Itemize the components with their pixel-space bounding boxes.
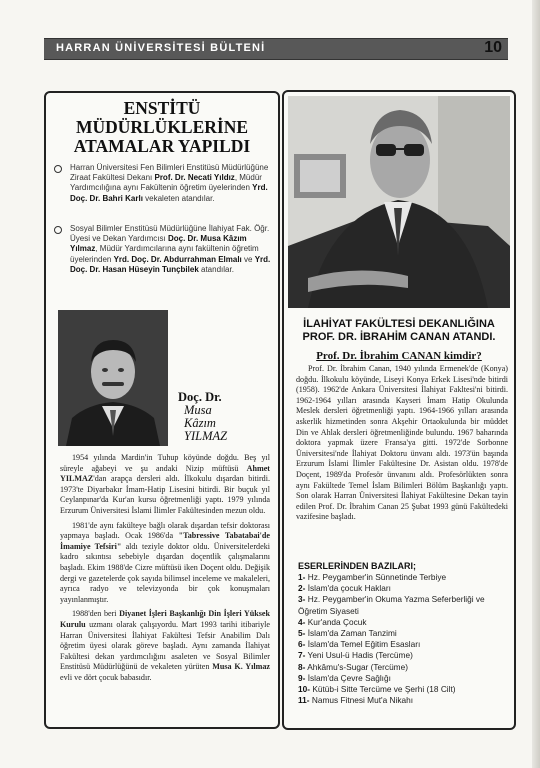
bio-paragraph: [60, 453, 270, 517]
work-item: [298, 684, 510, 695]
appointee-name: Prof. Dr. Necati Yıldız: [154, 173, 235, 183]
circle-bullet-icon: [54, 165, 62, 173]
caption-surname: YILMAZ: [184, 429, 228, 443]
bio-text: evli ve dört çocuk babasıdır.: [60, 672, 152, 682]
work-number: 9-: [298, 672, 306, 683]
work-title: İslam'da çocuk Hakları: [307, 583, 391, 594]
work-item: [298, 617, 510, 628]
article-title: [46, 99, 278, 156]
work-title: Kütüb-i Sitte Tercüme ve Şerhi (18 Cilt): [312, 684, 456, 695]
appointee-name: Yrd. Doç. Dr. Abdurrahman Elmalı: [113, 254, 242, 264]
appointment-text: atandılar.: [198, 264, 234, 274]
dean-appointment-article: [282, 90, 516, 730]
appointee-name: Yrd. Doç. Dr. Hasan Hüseyin Tunçbilek: [70, 254, 271, 274]
portrait-illustration: [58, 310, 168, 446]
caption-title: Doç. Dr.: [178, 390, 222, 404]
portrait-photo-ibrahim-canan: [288, 96, 510, 308]
bulletin-title: HARRAN ÜNİVERSİTESİ BÜLTENİ: [56, 42, 266, 54]
work-title: Yeni Usul-ü Hadis (Tercüme): [307, 650, 413, 661]
caption-first-name: Musa: [184, 403, 212, 417]
article-title-line: MÜDÜRLÜKLERİNE: [75, 117, 249, 137]
work-item: [298, 662, 510, 673]
bio-text: aldı teziyle doktor oldu. Üniversitelerdeki kadro sıkıntısı sebebiyle dışardan doçentlik çalışmalarını başladı. Ekim 1988'de Cizre müftüsü iken Doçent oldu. Değişik dergi ve gazetelerde çok sayıda bilimsel inceleme ve makaleleri, ayrıca radyo ve televizyonda bir çok konuşmaları yayınlanmıştır.: [60, 541, 270, 604]
headline-line: İLAHİYAT FAKÜLTESİ DEKANLIĞINA: [303, 318, 495, 330]
circle-bullet-icon: [54, 226, 62, 234]
work-number: 2-: [298, 583, 306, 594]
appointee-name: Yrd. Doç. Dr. Bahri Karlı: [70, 183, 268, 203]
work-item: [298, 639, 510, 650]
work-title: İslam'da Çevre Sağlığı: [307, 672, 391, 683]
work-item: [298, 695, 510, 706]
bio-paragraph: Prof. Dr. İbrahim Canan, 1940 yılında Ermenek'de (Konya) doğdu. İlkokulu köyünde, Liseyi Konya Erkek Lisesi'nde bitirdi (1958). 1962'de Ankara Üniversitesi İlahiyat Fakltesi'ni bitirdi. 1962-1964 yılları arasında Kayseri İmam Hatip Okulunda Meslek dersleri öğretmenliği yaptı. 1964-1966 yılları arasında askerlik hizmetinden sonra Akşehir Ortaokulunda bir müddet Din ve Ahlak dersleri öğretmenliğinde bulundu. 1967 baharında doktora yapmak üzere Fransa'ya gitti. 1972'de Sorbonne Üniversitesi'nde İlahiyat Doktoru ünvanı aldı. 1973'ün başında Erzurum İslami İlimler Fakültesine Dr. Asistan oldu. 1978'de Doçent, 1989'da Profesör ünvanını aldı. Profesörlükten sonra aynı Fakültede Temel İslam Bilimleri Bölüm Başkanlığı yaptı. Son olarak Harran Üniversitesi İlahiyat Fakültesine Dekan tayin edilen Prof. Dr. İbrahim Canan 25 Şubat 1993 günü Fakültedeki vazifesine başladı.: [296, 364, 508, 522]
work-number: 10-: [298, 684, 310, 695]
bulletin-header-bar: [44, 38, 508, 60]
work-item: [298, 628, 510, 639]
article-title-line: ATAMALAR YAPILDI: [73, 136, 251, 156]
bio-text: 1981'de aynı fakülteye bağlı olarak dışardan tefsir doktorası yapmaya başladı. Ocak 1986'da: [60, 520, 270, 541]
appointment-item-science-institute: [54, 163, 274, 204]
portrait-illustration: [288, 96, 510, 308]
page-number: 10: [484, 39, 502, 56]
work-title: Hz. Peygamber'in Sünnetinde Terbiye: [307, 572, 447, 582]
works-heading: ESERLERİNDEN BAZILARI;: [298, 561, 417, 571]
caption-middle-name: Kâzım: [184, 416, 216, 430]
appointment-item-social-institute: [54, 224, 274, 275]
bio-text: 1954 yılında Mardin'in Tuhup köyünde doğdu. Beş yıl süreyle ağabeyi ve şu andaki Nizip müftüsü: [60, 453, 270, 473]
appointment-text: vekaleten atandılar.: [142, 193, 215, 203]
appointment-text: Harran Üniversitesi Fen Bilimleri Enstitüsü Müdürlüğüne Ziraat Fakültesi Dekanı: [70, 163, 269, 183]
headline-line: PROF. DR. İBRAHİM CANAN ATANDI.: [302, 331, 496, 343]
institution-name: Diyanet İşleri Başkanlığı Din İşleri Yüksek Kurulu: [60, 609, 270, 629]
work-item: [298, 583, 510, 594]
work-number: 8-: [298, 661, 306, 672]
biography-ibrahim-canan: [296, 364, 508, 527]
portrait-caption: [178, 391, 227, 443]
who-is-subheading: Prof. Dr. İbrahim CANAN kimdir?: [316, 350, 482, 362]
work-item: [298, 673, 510, 684]
work-number: 6-: [298, 639, 306, 650]
article-title-line: ENSTİTÜ: [123, 98, 201, 118]
biography-musa-kazim-yilmaz: [60, 453, 270, 687]
work-number: 3-: [298, 594, 306, 605]
work-number: 4-: [298, 616, 306, 627]
work-title: İslam'da Temel Eğitim Esasları: [307, 639, 421, 650]
works-list: [298, 572, 510, 706]
thesis-title: "Tabressive Tabatabai'de İmamiye Tefsiri": [60, 531, 270, 551]
appointment-text: , Müdür Yardımcılarına aynı fakültenin öğretim üyelerinden: [70, 244, 259, 264]
work-number: 7-: [298, 650, 306, 661]
work-number: 5-: [298, 628, 306, 639]
work-title: Ahkâmu's-Sugar (Tercüme): [307, 661, 408, 672]
appointment-text: , Müdür Yardımcılığına aynı Fakültenin öğretim üyelerinden: [70, 173, 262, 193]
bio-text: 'dan arapça dersleri aldı. İlkokulu dışardan bitirdi. 1973'te Diyarbakır İmam-Hatip Lisesini bitirdi. Bir buçuk yıl Ceylanpınar'da Kur'an kursu öğretmenliği yaptı. 1979 yılında Erzurum Üniversitesi İslami İlimler Fakültesinden mezun oldu.: [60, 474, 270, 515]
work-number: 11-: [298, 695, 310, 706]
bio-bold-name: Musa K. Yılmaz: [212, 662, 270, 672]
work-item: [298, 594, 510, 616]
work-title: Hz. Peygamber'in Okuma Yazma Seferberliği ve Öğretim Siyaseti: [298, 594, 485, 616]
appointment-text: ve: [241, 254, 255, 264]
work-item: [298, 572, 510, 583]
work-title: Namus Fitnesi Mut'a Nikahı: [311, 695, 414, 706]
work-number: 1-: [298, 572, 306, 582]
institute-appointments-article: [44, 91, 280, 729]
appointee-name: Doç. Dr. Musa Kâzım Yılmaz: [70, 234, 247, 254]
bio-bold-name: Ahmet YILMAZ: [60, 463, 270, 484]
bio-paragraph: [60, 609, 270, 683]
appointment-text: Sosyal Bilimler Enstitüsü Müdürlüğüne İlahiyat Fak. Öğr. Üyesi ve Dekan Yardımcısı: [70, 224, 270, 244]
work-item: [298, 650, 510, 661]
bio-text: 1988'den beri: [72, 609, 120, 619]
portrait-photo-musa-kazim-yilmaz: [58, 310, 168, 446]
dean-appointment-headline: [290, 318, 508, 344]
page-edge-shadow: [532, 0, 540, 768]
work-title: İslam'da Zaman Tanzimi: [307, 628, 397, 639]
bio-paragraph: [60, 521, 270, 606]
work-title: Kur'anda Çocuk: [307, 616, 367, 627]
bio-text: uzmanı olarak çalışıyordu. Mart 1993 tarihi itibariyle Harran Üniversitesi İlahiyat Fakültesi Tefsir Anabilim Dalı öğretim üyesi olarak göreve başladı. Aynı zamanda İlahiyat Fakültesi dekan yardımcılığını asaleten ve Sosyal Bilimler Enstitüsü Müdürlüğünü de vekaleten yürüten: [60, 619, 270, 672]
